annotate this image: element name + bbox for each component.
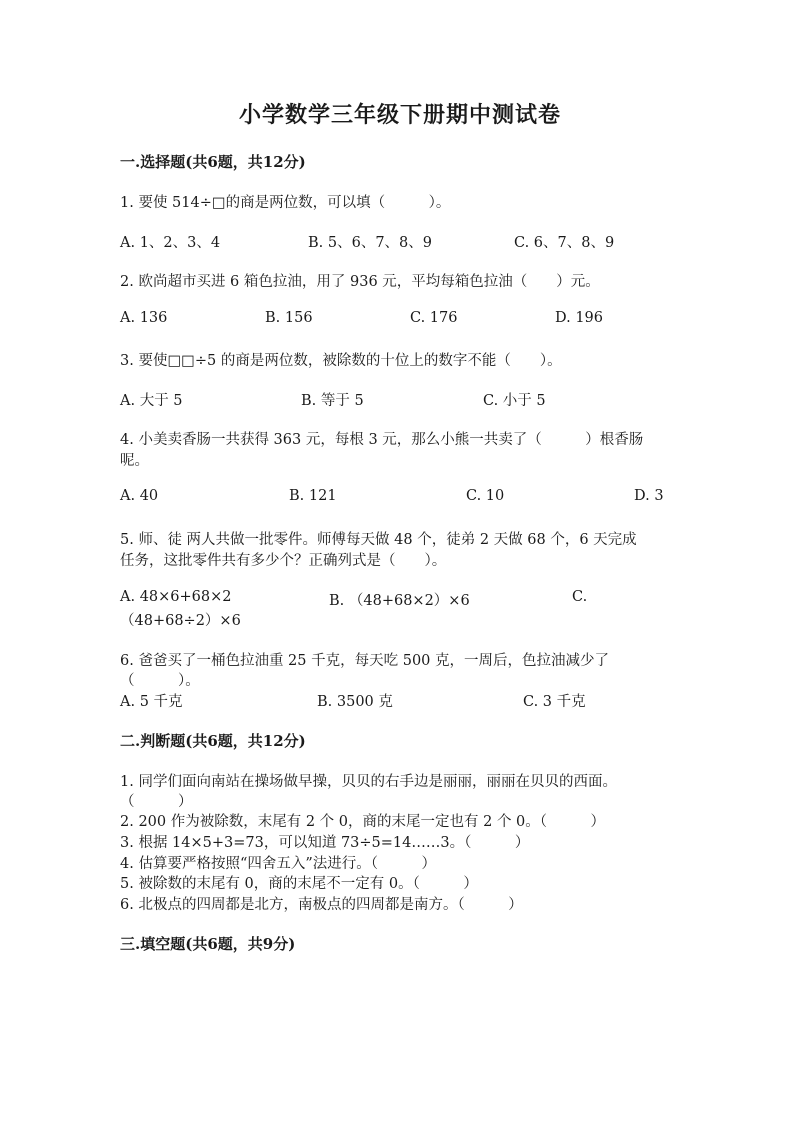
question-4-option-b: B. 121 (289, 488, 337, 504)
question-2-option-c: C. 176 (410, 310, 458, 326)
question-1-option-b: B. 5、6、7、8、9 (308, 235, 433, 251)
question-6-option-a: A. 5 千克 (120, 694, 183, 710)
page-title: 小学数学三年级下册期中测试卷 (238, 102, 561, 128)
judge-item-5: 5. 被除数的末尾有 0，商的末尾不一定有 0。（ ） (120, 876, 478, 892)
judge-item-1-blank: （ ） (120, 794, 193, 810)
question-5-text-line-1: 5. 师、徒 两人共做一批零件。师傅每天做 48 个，徒弟 2 天做 68 个，6 天完成 (120, 532, 637, 548)
judge-item-4: 4. 估算要严格按照“四舍五入”法进行。（ ） (120, 856, 437, 872)
question-3-text: 3. 要使□□÷5 的商是两位数，被除数的十位上的数字不能（ ）。 (120, 353, 562, 369)
question-4-text-line-1: 4. 小美卖香肠一共获得 363 元，每根 3 元，那么小熊一共卖了（ ）根香肠 (120, 432, 644, 448)
question-4-option-d: D. 3 (634, 488, 664, 504)
question-3-option-c: C. 小于 5 (483, 393, 546, 409)
question-2-text: 2. 欧尚超市买进 6 箱色拉油，用了 936 元，平均每箱色拉油（ ）元。 (120, 274, 600, 290)
question-2-option-b: B. 156 (265, 310, 313, 326)
section-heading-true-false: 二.判断题(共6题，共12分) (120, 732, 306, 750)
question-2-option-d: D. 196 (555, 310, 604, 326)
question-6-text-line-2: （ ）。 (120, 673, 200, 689)
question-5-text-line-2: 任务，这批零件共有多少个？正确列式是（ ）。 (120, 553, 447, 569)
question-1-option-c: C. 6、7、8、9 (514, 235, 615, 251)
question-2-option-a: A. 136 (120, 310, 168, 326)
question-4-option-a: A. 40 (120, 488, 159, 504)
section-heading-multiple-choice: 一.选择题(共6题，共12分) (120, 153, 306, 171)
question-6-option-c: C. 3 千克 (523, 694, 586, 710)
question-5-option-c-text: （48+68÷2）×6 (120, 613, 241, 629)
judge-item-2: 2. 200 作为被除数，末尾有 2 个 0，商的末尾一定也有 2 个 0。（ ） (120, 814, 606, 830)
question-6-text-line-1: 6. 爸爸买了一桶色拉油重 25 千克，每天吃 500 克，一周后，色拉油减少了 (120, 653, 610, 669)
question-1-option-a: A. 1、2、3、4 (120, 235, 221, 251)
judge-item-1: 1. 同学们面向南站在操场做早操，贝贝的右手边是丽丽，丽丽在贝贝的西面。 (120, 774, 617, 790)
question-3-option-a: A. 大于 5 (120, 393, 183, 409)
question-1-text: 1. 要使 514÷□的商是两位数，可以填（ ）。 (120, 195, 451, 211)
question-4-option-c: C. 10 (466, 488, 505, 504)
question-6-option-b: B. 3500 克 (317, 694, 393, 710)
judge-item-3: 3. 根据 14×5+3=73，可以知道 73÷5=14……3。（ ） (120, 835, 530, 851)
section-heading-fill-in: 三.填空题(共6题，共9分) (120, 935, 296, 953)
question-5-option-b: B. （48+68×2）×6 (329, 593, 470, 609)
question-4-text-line-2: 呢。 (120, 453, 149, 469)
question-5-option-a: A. 48×6+68×2 (120, 589, 232, 605)
judge-item-6: 6. 北极点的四周都是北方，南极点的四周都是南方。（ ） (120, 897, 523, 913)
question-3-option-b: B. 等于 5 (301, 393, 364, 409)
question-5-option-c-label: C. (572, 589, 588, 605)
